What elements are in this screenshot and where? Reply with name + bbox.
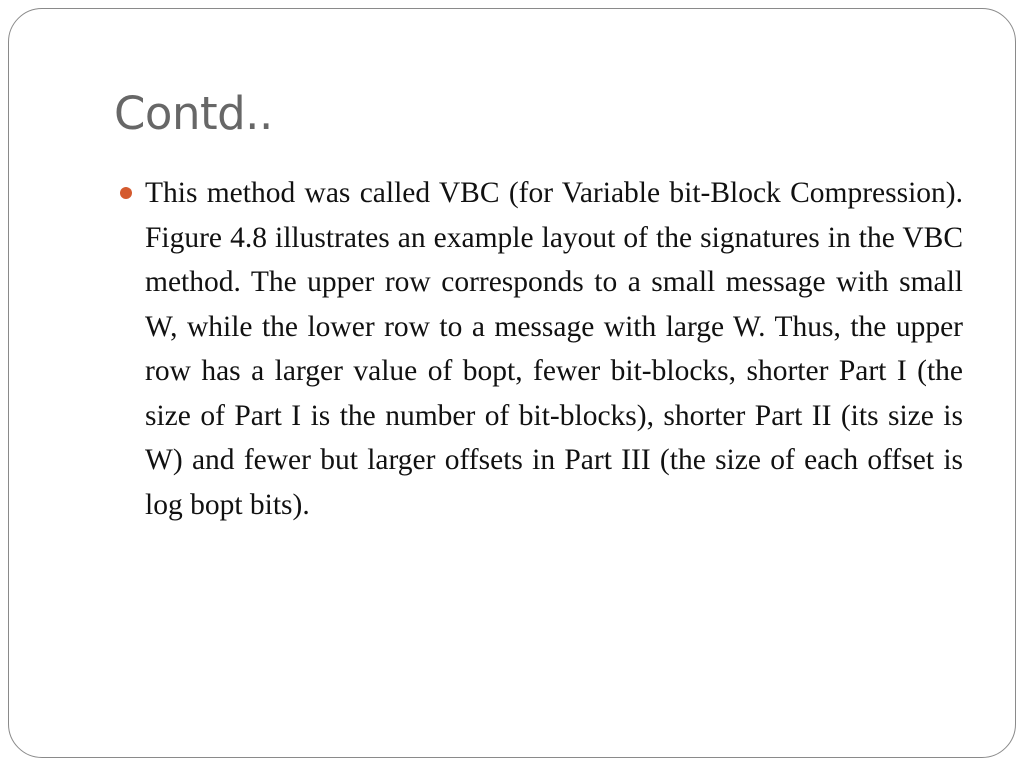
bullet-item [145,171,963,527]
bullet-text: This method was called VBC (for Variable bit-Block Compression). Figure 4.8 illustrates an example layout of the signatures in the VBC method. The upper row corresponds to a small message with small W, while the lower row to a message with large W. Thus, the upper row has a larger value of bopt, fewer bit-blocks, shorter Part I (the size of Part I is the number of bit-blocks), shorter Part II (its size is W) and fewer but larger offsets in Part III (the size of each offset is log bopt bits). [145,177,963,521]
bullet-list [145,171,963,527]
slide-frame [8,8,1016,758]
bullet-dot-icon [120,187,132,199]
slide-title: Contd.. [114,87,273,140]
